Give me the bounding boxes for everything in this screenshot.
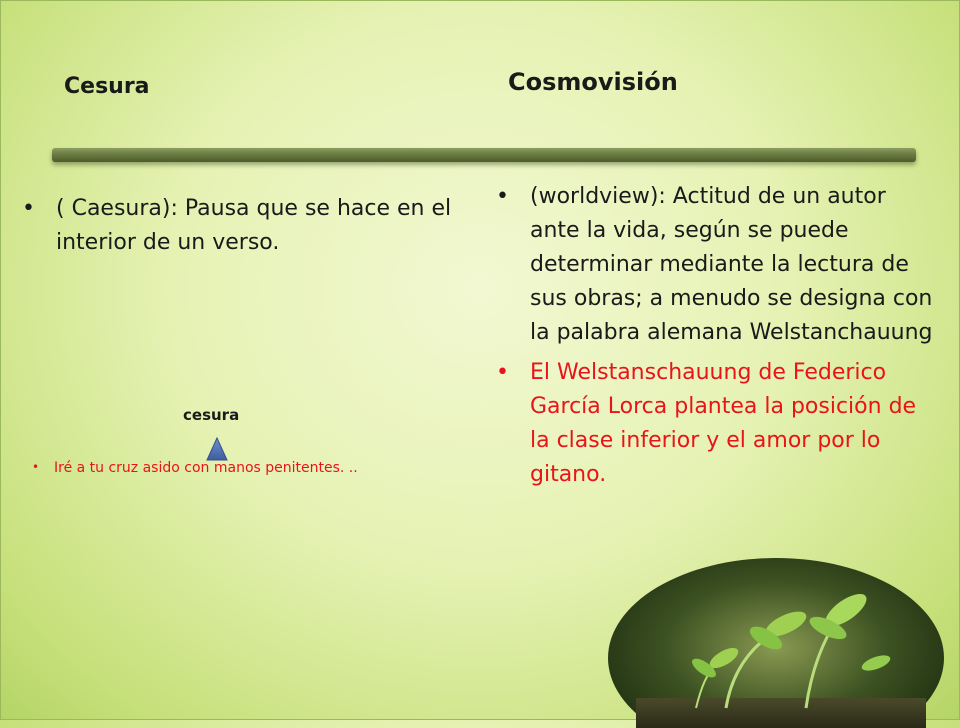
verse-text: Iré a tu cruz asido con manos penitentes. .. [54,460,358,476]
heading-cesura: Cesura [64,74,150,99]
left-column [22,192,482,260]
bullet-dot-icon: • [496,184,509,209]
bullet-dot-icon: • [496,360,509,385]
cosmovision-definition: (worldview): Actitud de un autor ante la vida, según se puede determinar mediante la lectura de sus obras; a menudo se designa con la palabra alemana Welstanchauung [530,184,933,345]
list-item [496,356,936,492]
bullet-dot-icon: • [32,460,40,474]
divider-bar [52,148,916,162]
heading-cosmovision: Cosmovisión [508,68,678,96]
list-item [496,180,936,350]
cesura-marker-label: cesura [183,406,240,424]
cosmovision-example: El Welstanschauung de Federico García Lorca plantea la posición de la clase inferior y el amor por lo gitano. [530,360,917,487]
list-item [22,192,482,260]
right-column [496,180,936,492]
bullet-dot-icon: • [22,196,35,221]
triangle-up-icon [206,436,228,462]
seedling-image [606,558,946,728]
cesura-definition: ( Caesura): Pausa que se hace en el interior de un verso. [56,196,452,255]
